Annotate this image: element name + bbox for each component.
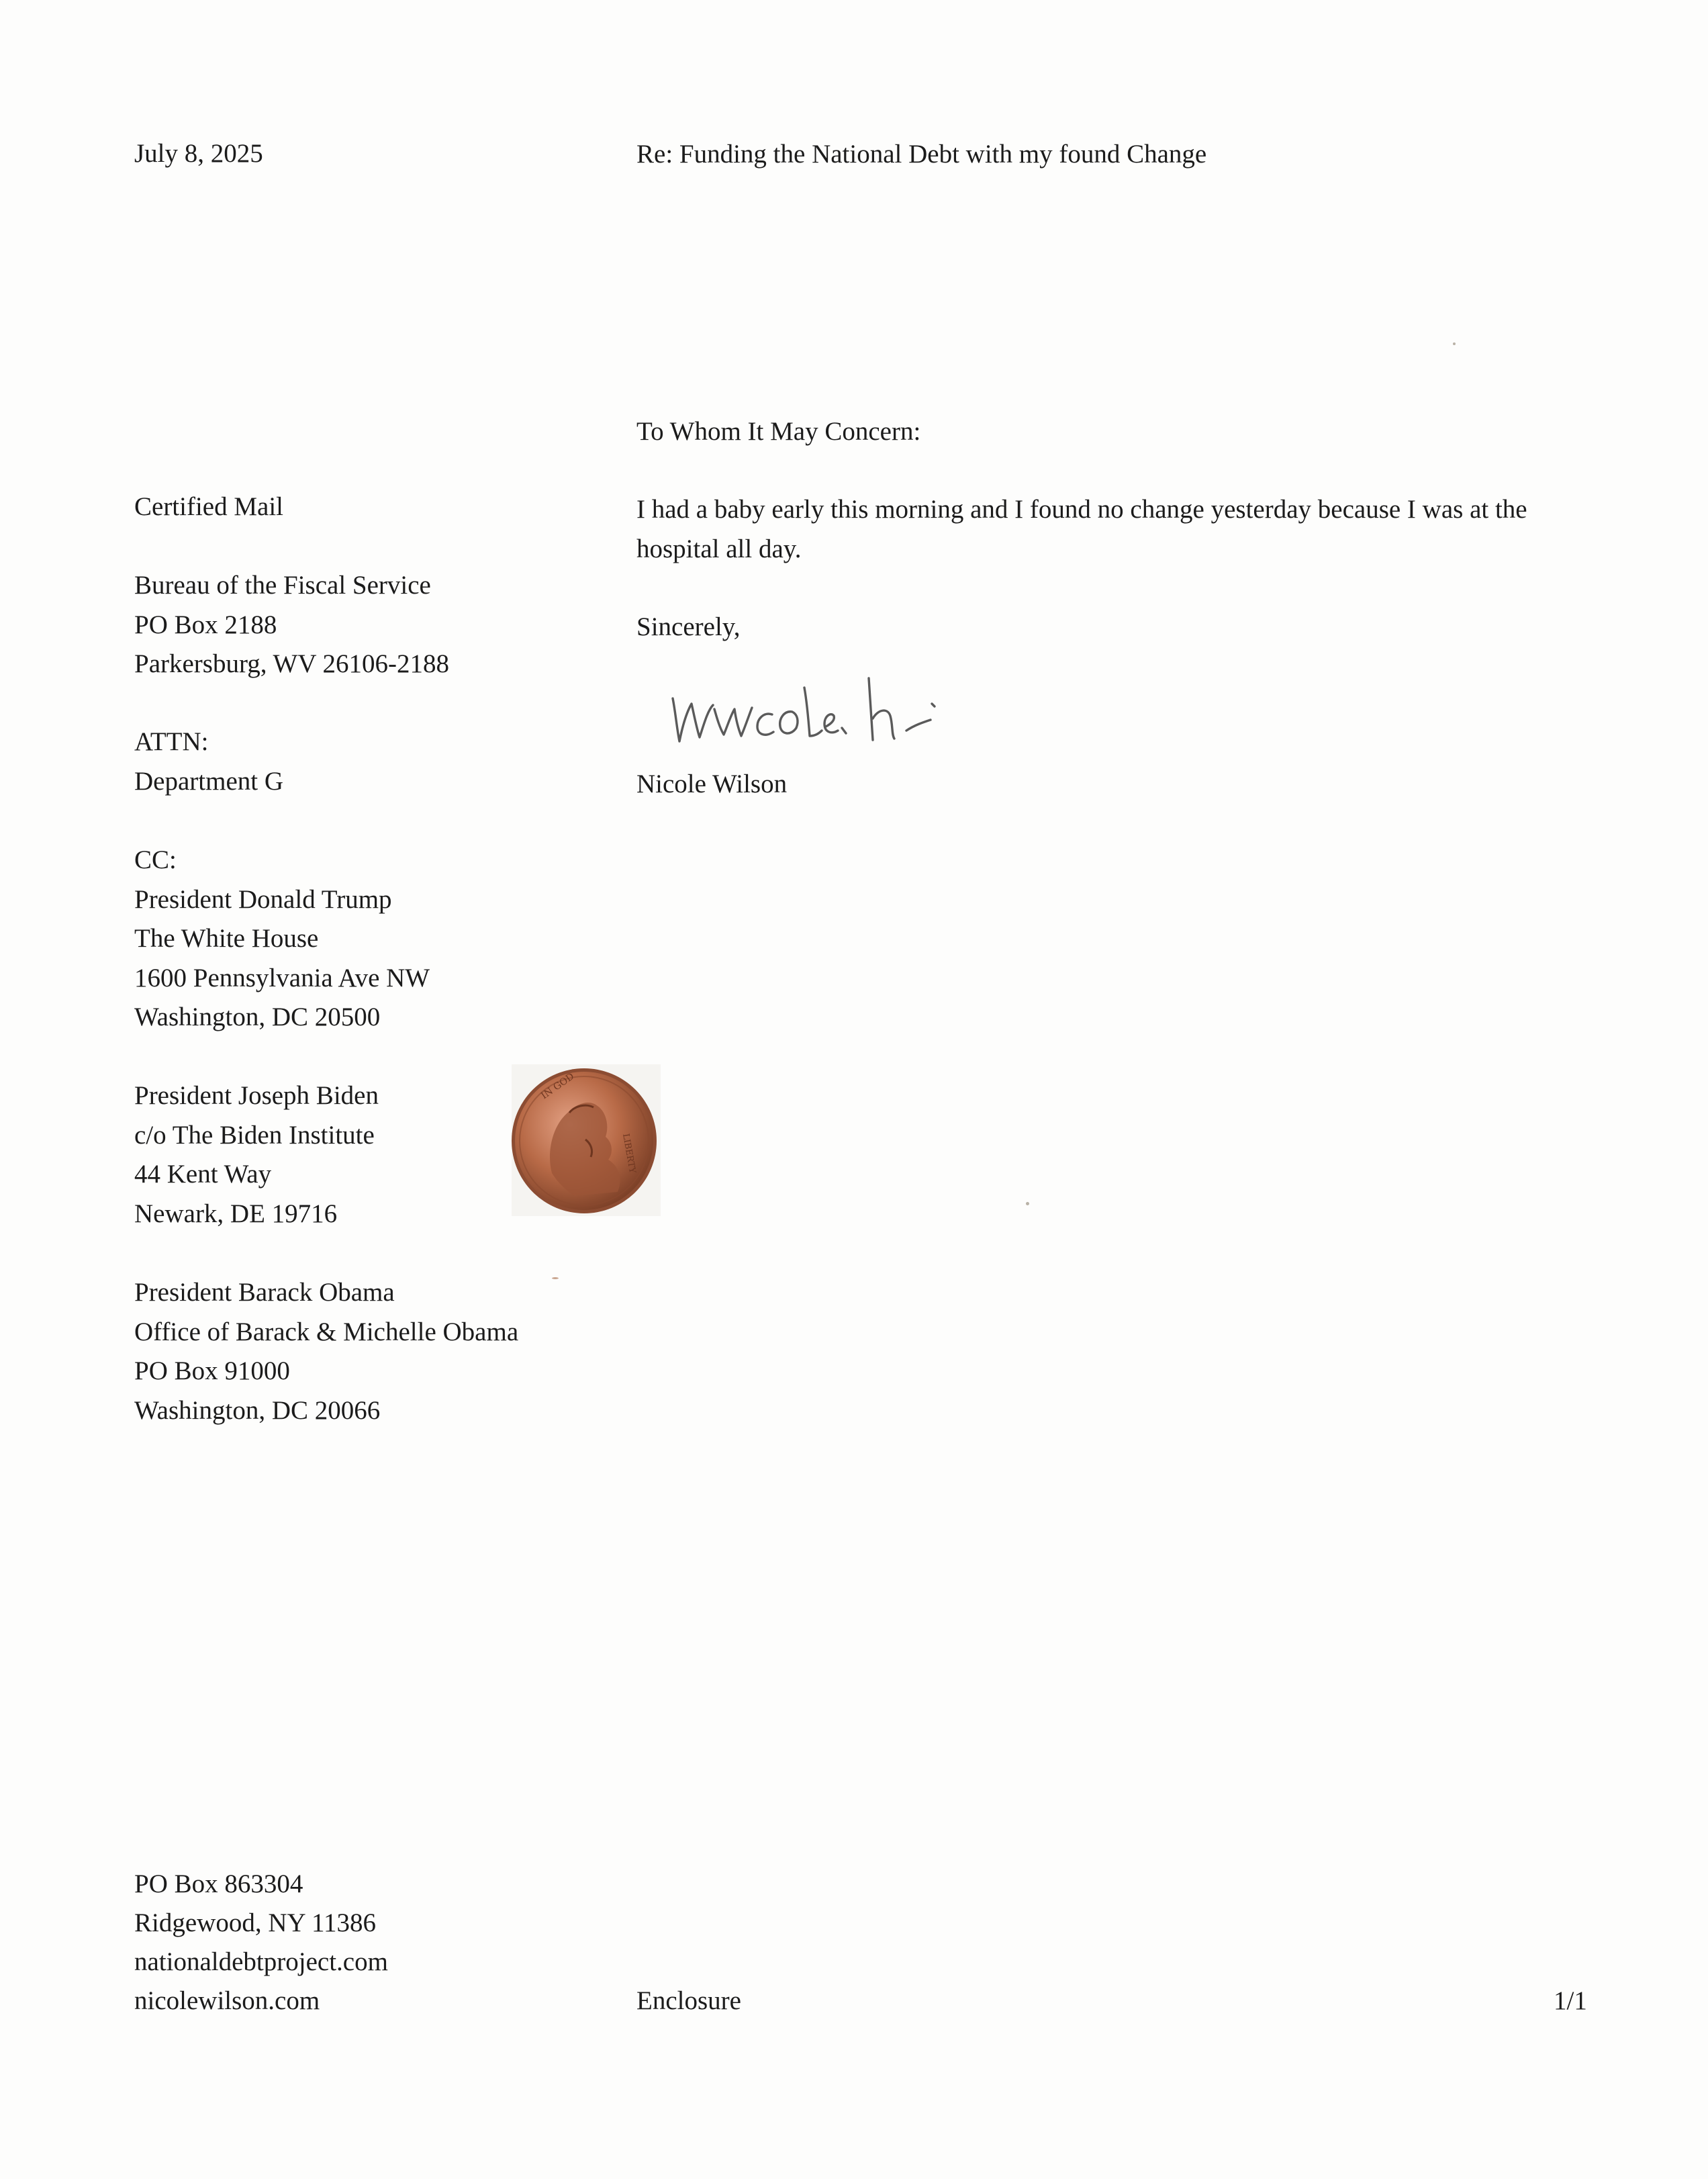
footer-address-line: PO Box 863304 xyxy=(134,1869,303,1898)
national-debt-project-link[interactable]: nationaldebtproject.com xyxy=(134,1947,388,1976)
closing: Sincerely, xyxy=(636,612,741,641)
cc-line: President Barack Obama xyxy=(134,1278,395,1307)
cc-line: Newark, DE 19716 xyxy=(134,1199,338,1228)
attn-block xyxy=(134,723,283,801)
cc-block-1 xyxy=(134,841,430,1037)
letter-date: July 8, 2025 xyxy=(134,139,263,168)
recipient-address-line: Parkersburg, WV 26106-2188 xyxy=(134,649,450,678)
cc-line: Washington, DC 20500 xyxy=(134,1003,381,1031)
recipient-address-line: Bureau of the Fiscal Service xyxy=(134,571,431,600)
scan-speck xyxy=(1026,1202,1029,1205)
website-link[interactable] xyxy=(134,1982,388,2021)
cc-line: PO Box 91000 xyxy=(134,1356,290,1385)
salutation: To Whom It May Concern: xyxy=(636,417,921,446)
enclosure-note: Enclosure xyxy=(636,1986,741,2015)
cc-line: Office of Barack & Michelle Obama xyxy=(134,1317,519,1346)
letter-body xyxy=(636,490,1576,569)
footer-address-line: Ridgewood, NY 11386 xyxy=(134,1908,377,1937)
cc-block-2 xyxy=(134,1076,379,1234)
svg-text:LIBERTY: LIBERTY xyxy=(620,1133,638,1174)
cc-line: 44 Kent Way xyxy=(134,1160,272,1189)
cc-line: President Donald Trump xyxy=(134,884,392,914)
penny-coin-icon xyxy=(505,1059,666,1220)
cc-label: CC: xyxy=(134,845,177,874)
letter-subject: Re: Funding the National Debt with my found Change xyxy=(636,140,1207,169)
recipient-address xyxy=(134,566,449,684)
cc-line: Washington, DC 20066 xyxy=(134,1395,381,1425)
scan-speck xyxy=(552,1277,559,1279)
delivery-method: Certified Mail xyxy=(134,492,284,521)
sender-address xyxy=(134,1865,388,2021)
scan-speck xyxy=(1453,342,1456,345)
cc-line: President Joseph Biden xyxy=(134,1081,379,1110)
cc-block-3 xyxy=(134,1273,518,1430)
recipient-address-line: PO Box 2188 xyxy=(134,610,277,639)
page-number: 1/1 xyxy=(1554,1986,1587,2015)
body-paragraph: I had a baby early this morning and I found no change yesterday because I was at the hospital all day. xyxy=(636,495,1527,563)
cc-line: c/o The Biden Institute xyxy=(134,1120,375,1150)
svg-text:IN GOD: IN GOD xyxy=(539,1070,577,1102)
website-link[interactable] xyxy=(134,1943,388,1982)
cc-line: The White House xyxy=(134,924,319,953)
cc-line: 1600 Pennsylvania Ave NW xyxy=(134,963,430,992)
signature xyxy=(666,671,961,752)
attn-label: ATTN: xyxy=(134,727,209,756)
sender-name: Nicole Wilson xyxy=(636,770,788,798)
nicole-wilson-link[interactable]: nicolewilson.com xyxy=(134,1986,320,2015)
attn-value: Department G xyxy=(134,766,284,796)
